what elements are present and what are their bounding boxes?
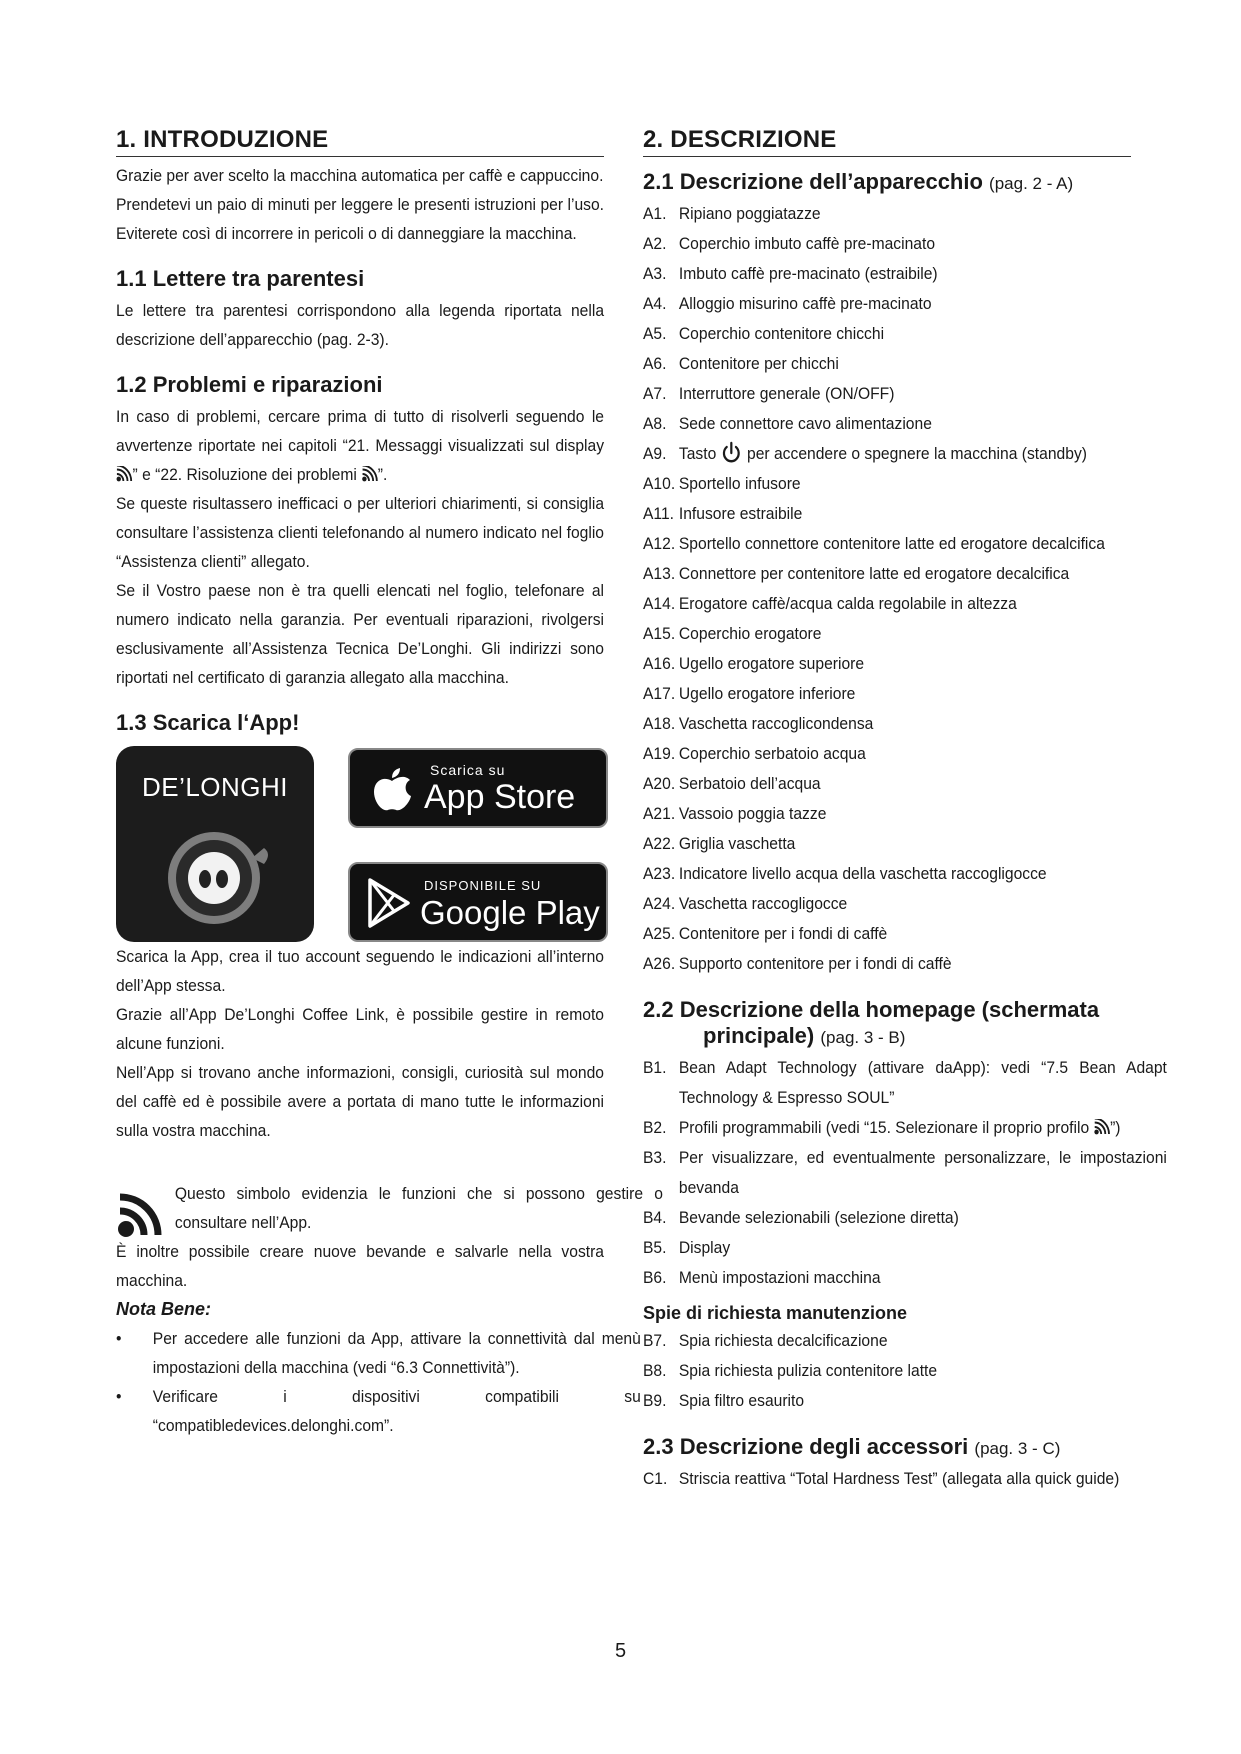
list-item: A16. Ugello erogatore superiore	[643, 649, 1167, 679]
list-item: B8. Spia richiesta pulizia contenitore latte	[643, 1356, 1167, 1386]
nota-bene-label: Nota Bene:	[116, 1299, 212, 1319]
app-wifi-icon	[116, 466, 133, 482]
list-item: A3. Imbuto caffè pre-macinato (estraibile)	[643, 259, 1167, 289]
item-code: A10.	[643, 474, 676, 493]
s11-paragraph: Le lettere tra parentesi corrispondono alla legenda riportata nella descrizione dell’apparecchio (pag. 2-3).	[116, 301, 605, 349]
item-code: A5.	[643, 324, 667, 343]
list-item: A8. Sede connettore cavo alimentazione	[643, 409, 1167, 439]
item-code: A16.	[643, 654, 676, 673]
accessories-list	[643, 1464, 1131, 1494]
list-item: A21. Vassoio poggia tazze	[643, 799, 1167, 829]
list-item: A7. Interruttore generale (ON/OFF)	[643, 379, 1167, 409]
app-store-label: App Store	[424, 778, 576, 816]
symbol-description: Questo simbolo evidenzia le funzioni che si possono gestire o consultare nell’App.	[174, 1184, 663, 1232]
app-badges	[116, 746, 604, 942]
s13-paragraph-1: Scarica la App, crea il tuo account seguendo le indicazioni all’interno dell’App stessa.	[116, 947, 605, 995]
maintenance-lights-list	[643, 1326, 1131, 1416]
page-number: 5	[614, 1640, 627, 1662]
intro-paragraph-2: Prendetevi un paio di minuti per leggere le presenti istruzioni per l’uso. Eviterete così di incorrere in pericoli o di danneggiare la macchina.	[116, 195, 605, 243]
item-code: B1.	[643, 1058, 667, 1077]
item-code: B9.	[643, 1391, 667, 1410]
list-item: A13. Connettore per contenitore latte ed erogatore decalcifica	[643, 559, 1167, 589]
list-item: A6. Contenitore per chicchi	[643, 349, 1167, 379]
list-item: B5. Display	[643, 1233, 1167, 1263]
item-code: A4.	[643, 294, 667, 313]
google-play-label: Google Play	[420, 894, 600, 931]
homepage-parts-list	[643, 1053, 1167, 1293]
item-code: A19.	[643, 744, 676, 763]
item-code: A1.	[643, 204, 667, 223]
item-code: C1.	[643, 1469, 668, 1488]
s13-paragraph-2: Grazie all’App De’Longhi Coffee Link, è possibile gestire in remoto alcune funzioni.	[116, 1005, 605, 1053]
app-brand-label: DE’LONGHI	[141, 772, 289, 802]
item-code: A18.	[643, 714, 676, 733]
section-2-2-heading: 2.2 Descrizione della homepage (schermata principale) (pag. 3 - B)	[643, 997, 1100, 1048]
app-store-badge[interactable]	[348, 748, 608, 828]
google-play-badge[interactable]	[348, 862, 608, 942]
list-item: A12. Sportello connettore contenitore latte ed erogatore decalcifica	[643, 529, 1167, 559]
list-item: A19. Coperchio serbatoio acqua	[643, 739, 1167, 769]
list-item: A2. Coperchio imbuto caffè pre-macinato	[643, 229, 1167, 259]
item-code: A14.	[643, 594, 676, 613]
item-code: A6.	[643, 354, 667, 373]
app-wifi-icon	[361, 466, 378, 482]
item-code: A15.	[643, 624, 676, 643]
list-item: A10. Sportello infusore	[643, 469, 1167, 499]
apple-icon	[370, 764, 414, 812]
item-code: B8.	[643, 1361, 667, 1380]
list-item: B4. Bevande selezionabili (selezione diretta)	[643, 1203, 1167, 1233]
intro-paragraph-1: Grazie per aver scelto la macchina automatica per caffè e cappuccino.	[116, 166, 604, 185]
s12-paragraph-3: Se il Vostro paese non è tra quelli elencati nel foglio, telefonare al numero indicato nella garanzia. Per eventuali riparazioni, rivolgersi esclusivamente all’Assistenza Tecnica De’Longhi. Gli indirizzi sono riportati nel certificato di garanzia allegato alla macchina.	[116, 581, 605, 687]
google-play-small-label: DISPONIBILE SU	[424, 878, 542, 893]
item-code: A20.	[643, 774, 676, 793]
section-2-3-heading: 2.3 Descrizione degli accessori (pag. 3 - C)	[643, 1434, 1061, 1459]
s13-paragraph-3: Nell’App si trovano anche informazioni, consigli, curiosità sul mondo del caffè ed è possibile avere a portata di mano tutte le informazioni sulla vostra macchina.	[116, 1063, 605, 1140]
s12-paragraph-2: Se queste risultassero inefficaci o per ulteriori chiarimenti, si consiglia consultare l’assistenza clienti telefonando al numero indicato nel foglio “Assistenza clienti” allegato.	[116, 494, 605, 571]
list-item: A23. Indicatore livello acqua della vaschetta raccogligocce	[643, 859, 1167, 889]
list-item: A14. Erogatore caffè/acqua calda regolabile in altezza	[643, 589, 1167, 619]
list-item: A15. Coperchio erogatore	[643, 619, 1167, 649]
list-item: A4. Alloggio misurino caffè pre-macinato	[643, 289, 1167, 319]
list-item: A26. Supporto contenitore per i fondi di caffè	[643, 949, 1167, 979]
item-code: B2.	[643, 1118, 667, 1137]
list-item: A9. Tasto per accendere o spegnere la macchina (standby)	[643, 439, 1167, 469]
section-2-1-heading: 2.1 Descrizione dell’apparecchio (pag. 2 - A)	[643, 169, 1074, 194]
item-code: A8.	[643, 414, 667, 433]
power-standby-icon	[721, 441, 743, 465]
list-item: B2. Profili programmabili (vedi “15. Selezionare il proprio profilo ”)	[643, 1113, 1167, 1143]
app-store-small-label: Scarica su	[430, 762, 506, 778]
item-code: A13.	[643, 564, 676, 583]
item-code: A2.	[643, 234, 667, 253]
delonghi-app-icon[interactable]	[116, 746, 314, 942]
section-1-3-heading: 1.3 Scarica l‘App!	[116, 710, 300, 735]
item-code: B7.	[643, 1331, 667, 1350]
list-item: B6. Menù impostazioni macchina	[643, 1263, 1167, 1293]
item-code: A24.	[643, 894, 676, 913]
list-item: A25. Contenitore per i fondi di caffè	[643, 919, 1167, 949]
section-2-heading: 2. DESCRIZIONE	[643, 126, 1131, 157]
item-code: B4.	[643, 1208, 667, 1227]
list-item: C1. Striscia reattiva “Total Hardness Test” (allegata alla quick guide)	[643, 1464, 1167, 1494]
item-code: A23.	[643, 864, 676, 883]
list-item: • Verificare i dispositivi compatibili su “compatibledevices.delonghi.com”.	[116, 1387, 641, 1435]
item-code: B5.	[643, 1238, 667, 1257]
coffee-cup-icon	[160, 824, 276, 928]
item-code: A12.	[643, 534, 676, 553]
maintenance-subheading: Spie di richiesta manutenzione	[643, 1303, 908, 1323]
list-item: A5. Coperchio contenitore chicchi	[643, 319, 1167, 349]
list-item: A20. Serbatoio dell’acqua	[643, 769, 1167, 799]
section-1-2-heading: 1.2 Problemi e riparazioni	[116, 372, 383, 397]
list-item: A11. Infusore estraibile	[643, 499, 1167, 529]
item-code: A25.	[643, 924, 676, 943]
list-item: A17. Ugello erogatore inferiore	[643, 679, 1167, 709]
section-1-1-heading: 1.1 Lettere tra parentesi	[116, 266, 365, 291]
item-code: A26.	[643, 954, 676, 973]
s13-paragraph-4: È inoltre possibile creare nuove bevande e salvarle nella vostra macchina.	[116, 1242, 605, 1290]
item-code: A3.	[643, 264, 667, 283]
item-code: A7.	[643, 384, 667, 403]
item-code: A17.	[643, 684, 676, 703]
list-item: A18. Vaschetta raccoglicondensa	[643, 709, 1167, 739]
list-item: B9. Spia filtro esaurito	[643, 1386, 1167, 1416]
item-code: A21.	[643, 804, 676, 823]
right-column	[643, 126, 1167, 1494]
appliance-parts-list	[643, 199, 1131, 979]
list-item: B1. Bean Adapt Technology (attivare daApp): vedi “7.5 Bean Adapt Technology & Espresso SOUL”	[643, 1053, 1167, 1113]
item-code: B6.	[643, 1268, 667, 1287]
app-wifi-icon	[1094, 1119, 1111, 1135]
item-code: A22.	[643, 834, 676, 853]
list-item: A22. Griglia vaschetta	[643, 829, 1167, 859]
list-item: A24. Vaschetta raccogligocce	[643, 889, 1167, 919]
list-item: A1. Ripiano poggiatazze	[643, 199, 1167, 229]
section-1-heading: 1. INTRODUZIONE	[116, 126, 604, 157]
play-icon	[366, 878, 412, 928]
item-code: B3.	[643, 1148, 667, 1167]
item-code: A9.	[643, 444, 667, 463]
item-code: A11.	[643, 504, 675, 523]
list-item: B3. Per visualizzare, ed eventualmente personalizzare, le impostazioni bevanda	[643, 1143, 1167, 1203]
list-item: B7. Spia richiesta decalcificazione	[643, 1326, 1167, 1356]
list-item: • Per accedere alle funzioni da App, attivare la connettività dal menù impostazioni della macchina (vedi “6.3 Connettività”).	[116, 1329, 641, 1377]
s12-paragraph-1: In caso di problemi, cercare prima di tutto di risolverli seguendo le avvertenze riportate nei capitoli “21. Messaggi visualizzati sul display ” e “22. Risoluzione dei problemi ”.	[116, 407, 605, 484]
